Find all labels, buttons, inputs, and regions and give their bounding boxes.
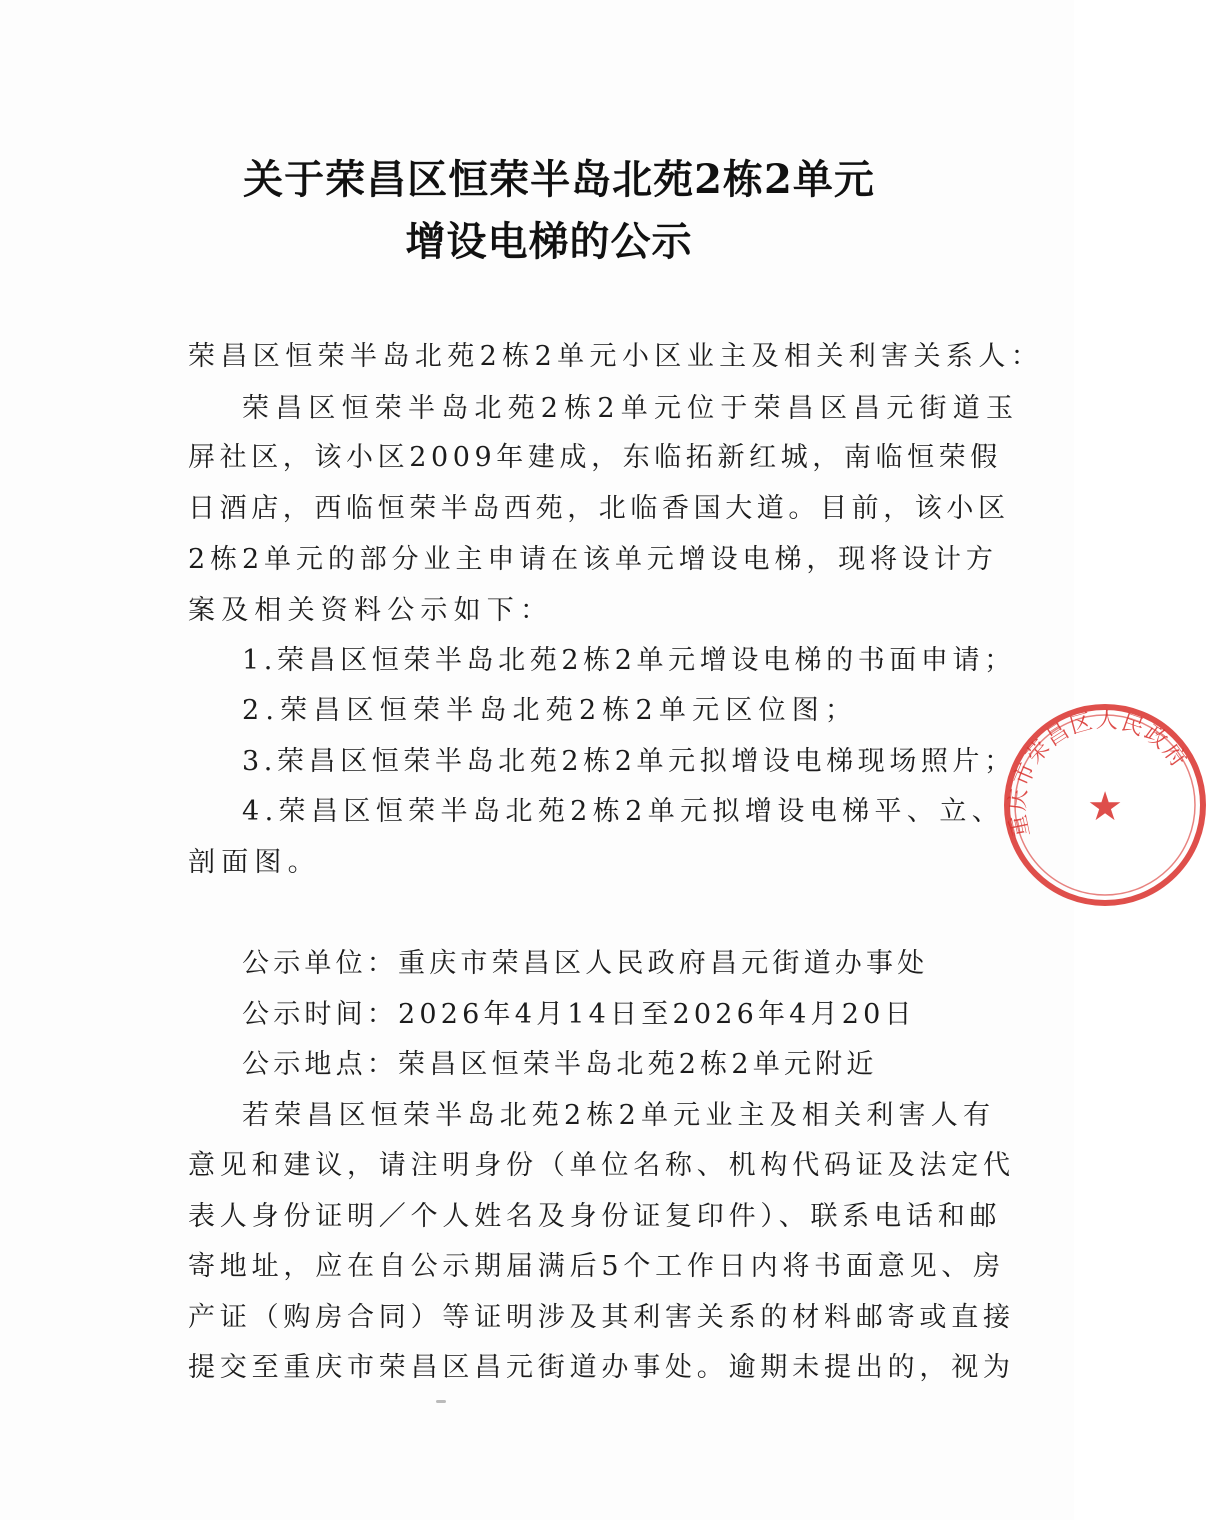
closing-line: 若荣昌区恒荣半岛北苑2栋2单元业主及相关利害人有 xyxy=(242,1100,996,1131)
list-item: 1.荣昌区恒荣半岛北苑2栋2单元增设电梯的书面申请； xyxy=(242,645,1016,676)
closing-line: 寄地址，应在自公示期届满后5个工作日内将书面意见、房 xyxy=(188,1251,1005,1282)
body-line: 荣昌区恒荣半岛北苑2栋2单元位于荣昌区昌元街道玉 xyxy=(242,393,1020,424)
scan-speck xyxy=(436,1400,446,1403)
body-line: 2栋2单元的部分业主申请在该单元增设电梯，现将设计方 xyxy=(188,544,998,575)
body-line: 日酒店，西临恒荣半岛西苑，北临香国大道。目前，该小区 xyxy=(188,493,1010,524)
official-seal-stamp xyxy=(1000,700,1210,910)
list-item-continuation: 剖面图。 xyxy=(188,847,321,878)
notice-place: 公示地点：荣昌区恒荣半岛北苑2栋2单元附近 xyxy=(242,1049,878,1080)
seal-text: 重庆市荣昌区人民政府 xyxy=(1005,708,1192,840)
seal-star-icon: ★ xyxy=(1087,784,1123,830)
notice-unit: 公示单位：重庆市荣昌区人民政府昌元街道办事处 xyxy=(242,948,929,979)
body-line: 案及相关资料公示如下： xyxy=(188,595,554,626)
closing-line: 表人身份证明／个人姓名及身份证复印件）、联系电话和邮 xyxy=(188,1201,1002,1232)
salutation: 荣昌区恒荣半岛北苑2栋2单元小区业主及相关利害关系人： xyxy=(188,341,1044,372)
list-item: 4.荣昌区恒荣半岛北苑2栋2单元拟增设电梯平、立、 xyxy=(242,796,1005,827)
closing-line: 意见和建议，请注明身份（单位名称、机构代码证及法定代 xyxy=(188,1150,1015,1181)
list-item: 3.荣昌区恒荣半岛北苑2栋2单元拟增设电梯现场照片； xyxy=(242,746,1016,777)
list-item: 2.荣昌区恒荣半岛北苑2栋2单元区位图； xyxy=(242,695,859,726)
body-line: 屏社区，该小区2009年建成，东临拓新红城，南临恒荣假 xyxy=(188,442,1002,473)
document-title-line2: 增设电梯的公示 xyxy=(405,218,693,265)
closing-line: 产证（购房合同）等证明涉及其利害关系的材料邮寄或直接 xyxy=(188,1302,1015,1333)
notice-time: 公示时间：2026年4月14日至2026年4月20日 xyxy=(242,999,916,1030)
closing-line: 提交至重庆市荣昌区昌元街道办事处。逾期未提出的，视为 xyxy=(188,1352,1015,1383)
document-title-line1: 关于荣昌区恒荣半岛北苑2栋2单元 xyxy=(243,156,875,203)
